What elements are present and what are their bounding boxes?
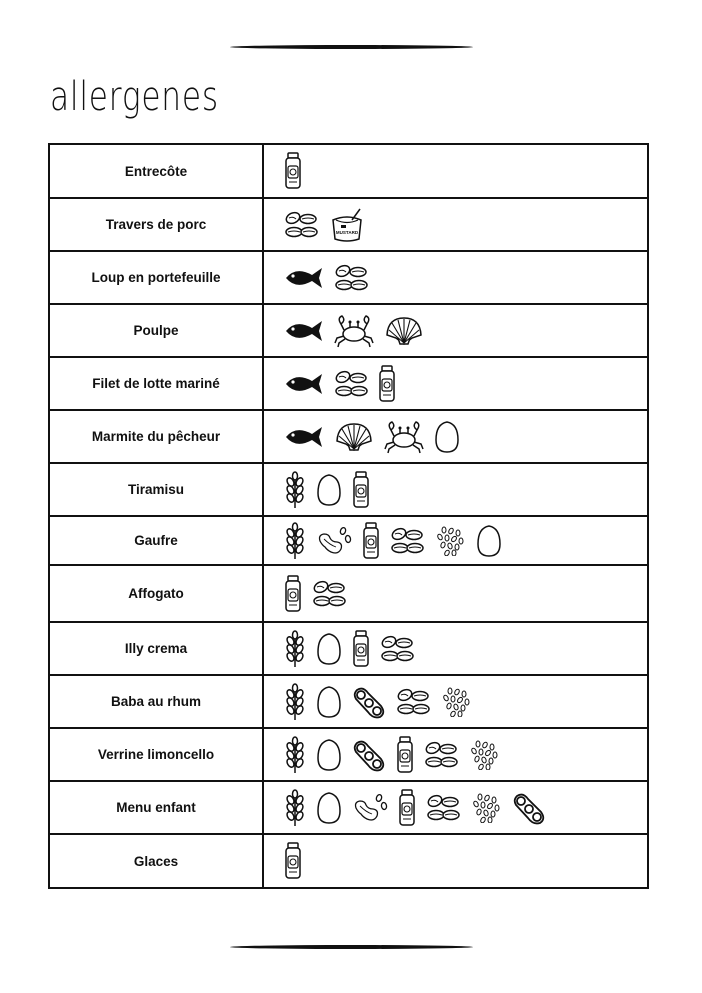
allergen-icons [263,834,648,888]
soy-icon [352,685,386,719]
wheat-icon [284,683,306,721]
dish-name: Tiramisu [49,463,263,516]
sesame-icon [470,793,502,823]
soy-icon [512,791,546,825]
svg-text:MUSTARD: MUSTARD [335,229,359,235]
nuts-icon [396,686,430,718]
table-row [49,198,648,251]
table-row [49,144,648,198]
table-row [49,675,648,728]
egg-icon [476,524,502,558]
allergen-icons [263,357,648,410]
egg-icon [316,685,342,719]
dish-name: Entrecôte [49,144,263,198]
allergen-icons [263,675,648,728]
egg-icon [316,473,342,507]
mustard-jar-icon [284,575,302,613]
allergen-icons [263,781,648,834]
egg-icon [316,632,342,666]
allergen-icons [263,251,648,304]
wheat-icon [284,789,306,827]
soy-icon [352,738,386,772]
allergen-icons [263,516,648,565]
table-row [49,463,648,516]
allergen-icons [263,410,648,463]
page-title: allergenes [50,74,219,120]
dish-name: Menu enfant [49,781,263,834]
mustard-pot-icon [328,206,366,244]
table-row [49,565,648,622]
dish-name: Gaufre [49,516,263,565]
allergen-table [48,143,649,889]
allergen-icons [263,144,648,198]
wheat-icon [284,471,306,509]
peanut-icon [316,525,352,557]
table-row [49,304,648,357]
fish-icon [284,318,324,344]
allergen-icons [263,198,648,251]
sesame-icon [440,687,472,717]
fish-icon [284,424,324,450]
nuts-icon [334,262,368,294]
allergen-icons [263,565,648,622]
sesame-icon [434,526,466,556]
mustard-jar-icon [352,471,370,509]
dish-name: Loup en portefeuille [49,251,263,304]
table-row [49,781,648,834]
dish-name: Illy crema [49,622,263,675]
egg-icon [316,738,342,772]
egg-icon [316,791,342,825]
table-row [49,516,648,565]
nuts-icon [312,578,346,610]
fish-icon [284,265,324,291]
allergen-icons [263,463,648,516]
top-divider [230,45,473,49]
table-row [49,357,648,410]
table-row [49,251,648,304]
nuts-icon [334,368,368,400]
shell-icon [384,316,424,346]
dish-name: Affogato [49,565,263,622]
peanut-icon [352,792,388,824]
mustard-jar-icon [378,365,396,403]
allergen-icons [263,622,648,675]
dish-name: Baba au rhum [49,675,263,728]
mustard-jar-icon [352,630,370,668]
fish-icon [284,371,324,397]
allergen-icons [263,728,648,781]
crab-icon [384,420,424,454]
mustard-jar-icon [284,842,302,880]
sesame-icon [468,740,500,770]
mustard-jar-icon [362,522,380,560]
dish-name: Glaces [49,834,263,888]
dish-name: Marmite du pêcheur [49,410,263,463]
wheat-icon [284,522,306,560]
wheat-icon [284,630,306,668]
egg-icon [434,420,460,454]
crab-icon [334,314,374,348]
dish-name: Filet de lotte mariné [49,357,263,410]
dish-name: Travers de porc [49,198,263,251]
wheat-icon [284,736,306,774]
shell-icon [334,422,374,452]
dish-name: Verrine limoncello [49,728,263,781]
table-row [49,622,648,675]
mustard-jar-icon [284,152,302,190]
bottom-divider [230,945,473,949]
mustard-jar-icon [396,736,414,774]
nuts-icon [380,633,414,665]
dish-name: Poulpe [49,304,263,357]
nuts-icon [426,792,460,824]
nuts-icon [390,525,424,557]
table-row [49,728,648,781]
table-row [49,834,648,888]
allergen-icons [263,304,648,357]
mustard-jar-icon [398,789,416,827]
table-row [49,410,648,463]
nuts-icon [284,209,318,241]
nuts-icon [424,739,458,771]
